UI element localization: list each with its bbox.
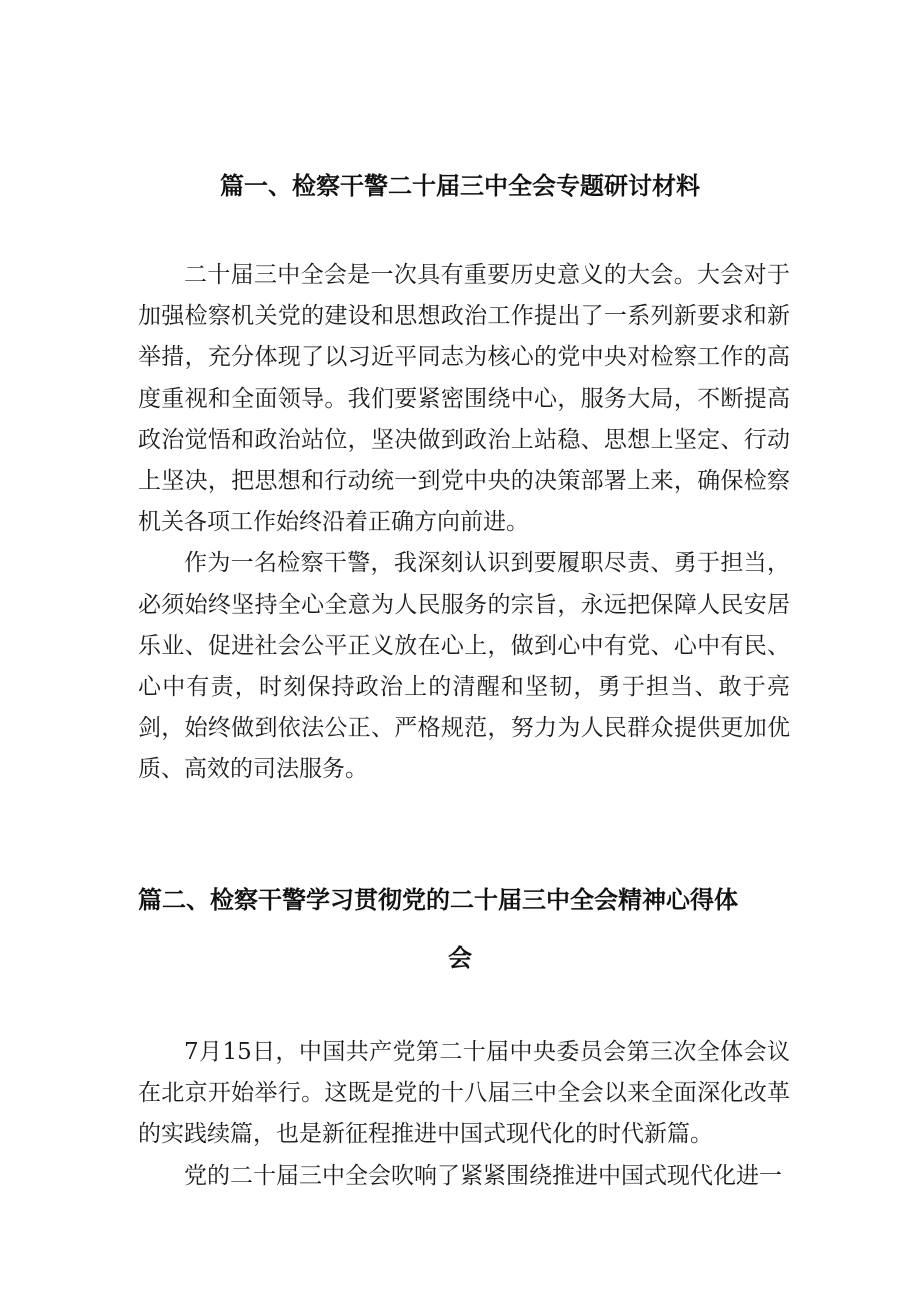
section-1-paragraph-2: 作为一名检察干警，我深刻认识到要履职尽责、勇于担当，必须始终坚持全心全意为人民服务的宗旨，永远把保障人民安居乐业、促进社会公平正义放在心上，做到心中有党、心中有民、心中有责，时刻保持政治上的清醒和坚韧，勇于担当、敢于亮剑，始终做到依法公正、严格规范，努力为人民群众提供更加优质、高效的司法服务。: [138, 550, 790, 783]
section-2-paragraph-2: 党的二十届三中全会吹响了紧紧围绕推进中国式现代化进一: [184, 1162, 782, 1189]
section-1-body: [138, 255, 790, 791]
section-1-paragraph-1: 二十届三中全会是一次具有重要历史意义的大会。大会对于加强检察机关党的建设和思想政治工作提出了一系列新要求和新举措，充分体现了以习近平同志为核心的党中央对检察工作的高度重视和全面领导。我们要紧密围绕中心，服务大局，不断提高政治觉悟和政治站位，坚决做到政治上站稳、思想上坚定、行动上坚决，把思想和行动统一到党中央的决策部署上来，确保检察机关各项工作始终沿着正确方向前进。: [138, 262, 790, 536]
section-2-paragraph-1: 7月15日，中国共产党第二十届中央委员会第三次全体会议在北京开始举行。这既是党的十八届三中全会以来全面深化改革的实践续篇，也是新征程推进中国式现代化的时代新篇。: [138, 1039, 790, 1148]
section-2-title-line-1: 篇二、检察干警学习贯彻党的二十届三中全会精神心得体: [138, 886, 738, 914]
section-1-title: 篇一、检察干警二十届三中全会专题研讨材料: [220, 172, 700, 200]
section-2-body: [138, 1032, 790, 1197]
section-2-title-line-2: 会: [448, 944, 472, 972]
